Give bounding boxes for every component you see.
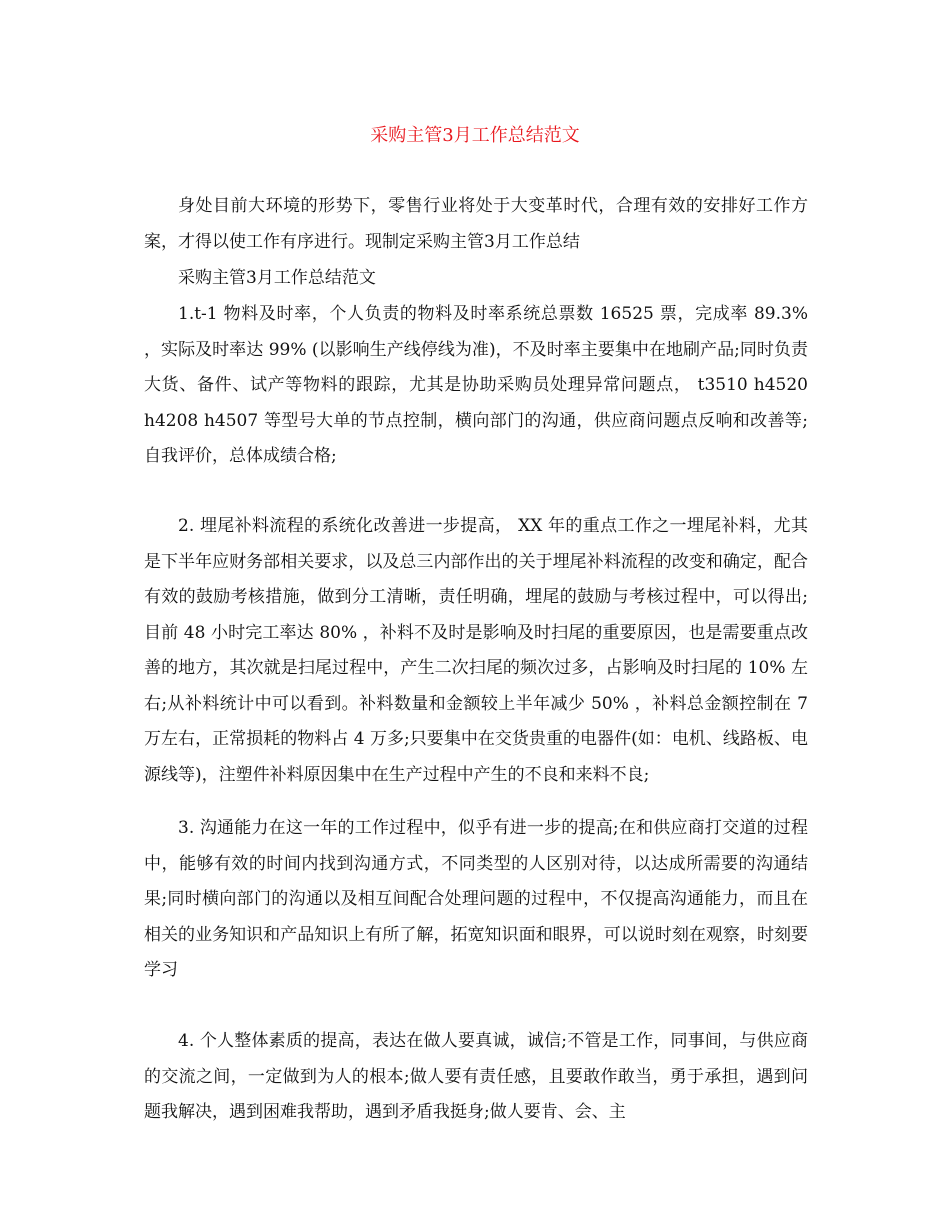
subtitle-paragraph-block <box>144 261 808 297</box>
subtitle-paragraph: 采购主管3月工作总结范文 <box>178 268 376 288</box>
document-title: 采购主管3月工作总结范文 <box>370 125 580 146</box>
intro-paragraph-block <box>144 189 808 260</box>
item-3-paragraph: 3. 沟通能力在这一年的工作过程中，似乎有进一步的提高;在和供应商打交道的过程中，能够有效的时间内找到沟通方式，不同类型的人区别对待，以达成所需要的沟通结果;同时横向部门的沟通以及相互间配合处理问题的过程中，不仅提高沟通能力，而且在相关的业务知识和产品知识上有所了解，拓宽知识面和眼界，可以说时刻在观察，时刻要学习 <box>144 818 808 980</box>
item-1-paragraph: 1.t-1 物料及时率，个人负责的物料及时率系统总票数 16525 票，完成率 89.3% ，实际及时率达 99% (以影响生产线停线为准)，不及时率主要集中在地刷产品;同时负责大货、备件、试产等物料的跟踪，尤其是协助采购员处理异常问题点， t3510 h4520 h4208 h4507 等型号大单的节点控制，横向部门的沟通，供应商问题点反响和改善等;自我评价，总体成绩合格; <box>144 304 808 466</box>
item-2-block <box>144 509 808 793</box>
item-4-paragraph: 4. 个人整体素质的提高，表达在做人要真诚，诚信;不管是工作，同事间，与供应商的交流之间，一定做到为人的根本;做人要有责任感，且要敢作敢当，勇于承担，遇到问题我解决，遇到困难我帮助，遇到矛盾我挺身;做人要肯、会、主 <box>144 1031 808 1122</box>
item-3-block <box>144 811 808 989</box>
item-2-paragraph: 2. 埋尾补料流程的系统化改善进一步提高， XX 年的重点工作之一埋尾补料，尤其是下半年应财务部相关要求，以及总三内部作出的关于埋尾补料流程的改变和确定，配合有效的鼓励考核措施，做到分工清晰，责任明确，埋尾的鼓励与考核过程中，可以得出;目前 48 小时完工率达 80% ，补料不及时是影响及时扫尾的重要原因，也是需要重点改善的地方，其次就是扫尾过程中，产生二次扫尾的频次过多，占影响及时扫尾的 10% 左右;从补料统计中可以看到。补料数量和金额较上半年减少 50% ，补料总金额控制在 7 万左右，正常损耗的物料占 4 万多;只要集中在交货贵重的电器件(如：电机、线路板、电源线等)，注塑件补料原因集中在生产过程中产生的不良和来料不良; <box>144 516 808 785</box>
item-4-block <box>144 1024 808 1131</box>
item-1-block <box>144 297 808 475</box>
intro-paragraph: 身处目前大环境的形势下，零售行业将处于大变革时代，合理有效的安排好工作方案，才得以使工作有序进行。现制定采购主管3月工作总结 <box>144 196 808 252</box>
